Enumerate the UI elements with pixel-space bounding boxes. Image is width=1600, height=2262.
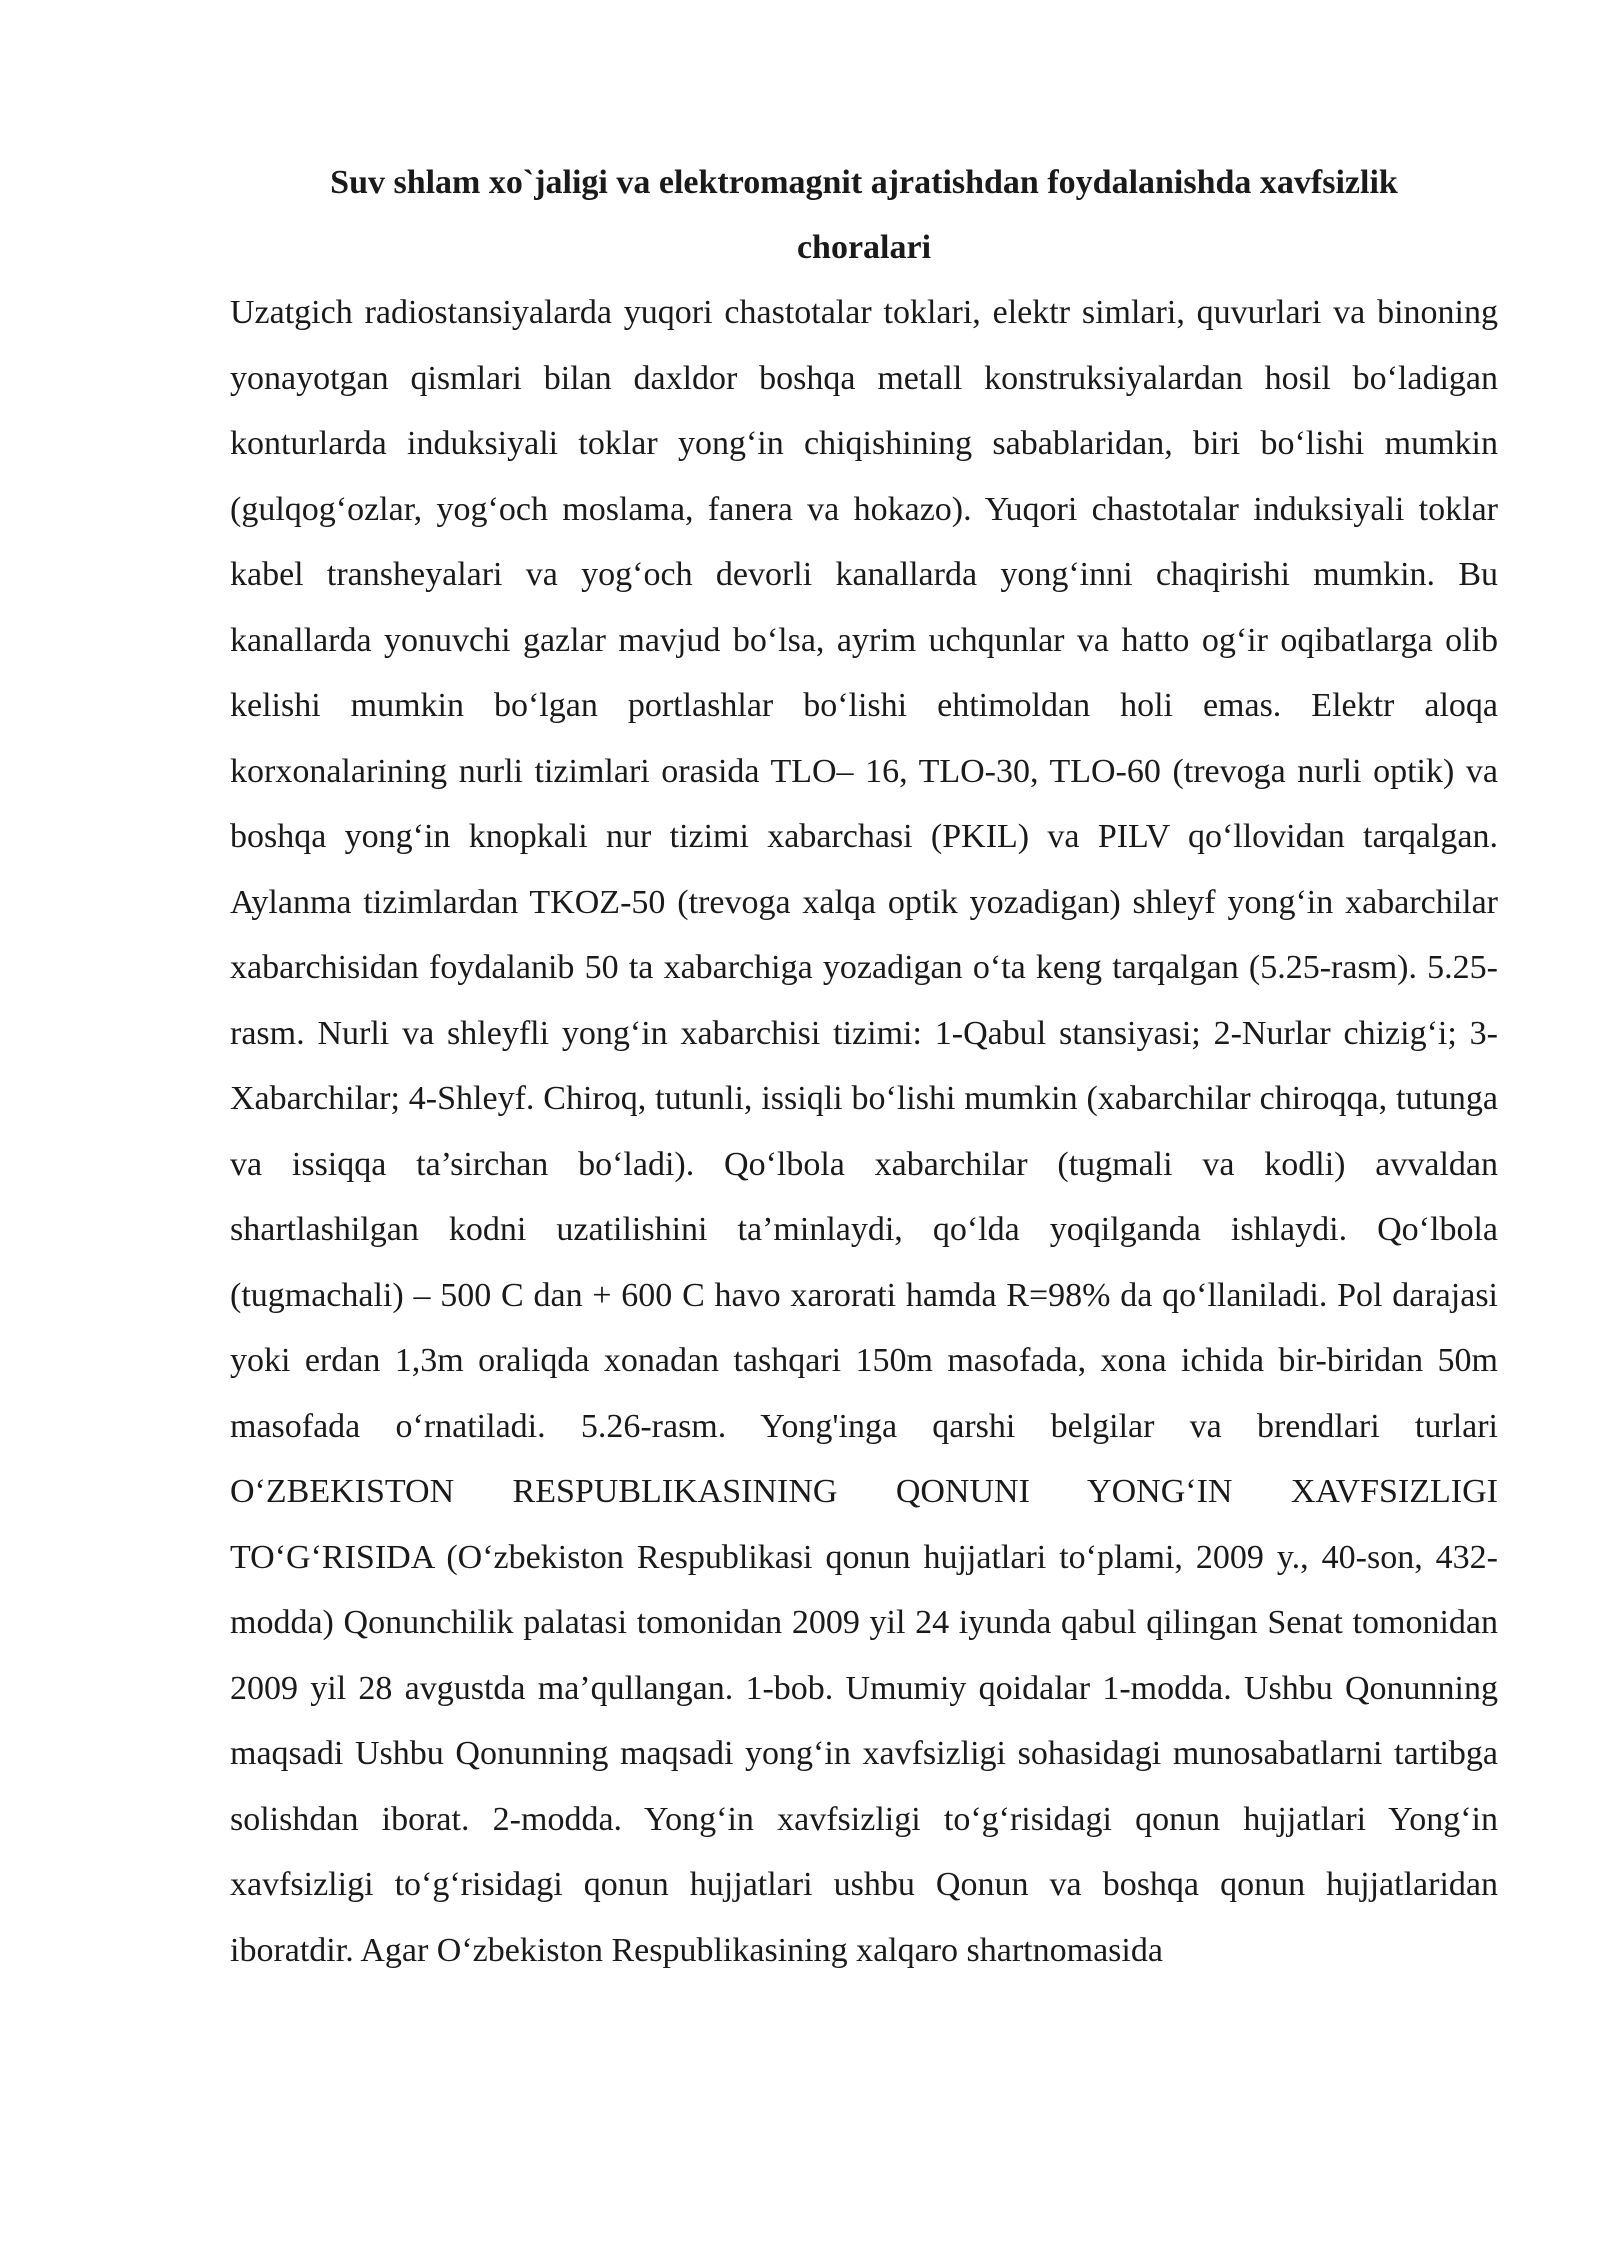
document-title-line-1: Suv shlam xo`jaligi va elektromagnit ajratishdan foydalanishda xavfsizlik	[330, 164, 1398, 201]
document-page	[230, 150, 1498, 1983]
document-body-paragraph: Uzatgich radiostansiyalarda yuqori chastotalar toklari, elektr simlari, quvurlari va binoning yonayotgan qismlari bilan daxldor boshqa metall konstruksiyalardan hosil bo‘ladigan konturlarda induksiyali toklar yong‘in chiqishining sabablaridan, biri bo‘lishi mumkin (gulqog‘ozlar, yog‘och moslama, fanera va hokazo). Yuqori chastotalar induksiyali toklar kabel transheyalari va yog‘och devorli kanallarda yong‘inni chaqirishi mumkin. Bu kanallarda yonuvchi gazlar mavjud bo‘lsa, ayrim uchqunlar va hatto og‘ir oqibatlarga olib kelishi mumkin bo‘lgan portlashlar bo‘lishi ehtimoldan holi emas. Elektr aloqa korxonalarining nurli tizimlari orasida TLO– 16, TLO-30, TLO-60 (trevoga nurli optik) va boshqa yong‘in knopkali nur tizimi xabarchasi (PKIL) va PILV qo‘llovidan tarqalgan. Aylanma tizimlardan TKOZ-50 (trevoga xalqa optik yozadigan) shleyf yong‘in xabarchilar xabarchisidan foydalanib 50 ta xabarchiga yozadigan o‘ta keng tarqalgan (5.25-rasm). 5.25-rasm. Nurli va shleyfli yong‘in xabarchisi tizimi: 1-Qabul stansiyasi; 2-Nurlar chizig‘i; 3-Xabarchilar; 4-Shleyf. Chiroq, tutunli, issiqli bo‘lishi mumkin (xabarchilar chiroqqa, tutunga va issiqqa ta’sirchan bo‘ladi). Qo‘lbola xabarchilar (tugmali va kodli) avvaldan shartlashilgan kodni uzatilishini ta’minlaydi, qo‘lda yoqilganda ishlaydi. Qo‘lbola (tugmachali) – 500 C dan + 600 C havo xarorati hamda R=98% da qo‘llaniladi. Pol darajasi yoki erdan 1,3m oraliqda xonadan tashqari 150m masofada, xona ichida bir-biridan 50m masofada o‘rnatiladi. 5.26-rasm. Yong'inga qarshi belgilar va brendlari turlari O‘ZBEKISTON RESPUBLIKASINING QONUNI YONG‘IN XAVFSIZLIGI TO‘G‘RISIDA (O‘zbekiston Respublikasi qonun hujjatlari to‘plami, 2009 y., 40-son, 432-modda) Qonunchilik palatasi tomonidan 2009 yil 24 iyunda qabul qilingan Senat tomonidan 2009 yil 28 avgustda ma’qullangan. 1-bob. Umumiy qoidalar 1-modda. Ushbu Qonunning maqsadi Ushbu Qonunning maqsadi yong‘in xavfsizligi sohasidagi munosabatlarni tartibga solishdan iborat. 2-modda. Yong‘in xavfsizligi to‘g‘risidagi qonun hujjatlari Yong‘in xavfsizligi to‘g‘risidagi qonun hujjatlari ushbu Qonun va boshqa qonun hujjatlaridan iboratdir. Agar O‘zbekiston Respublikasining xalqaro shartnomasida	[230, 294, 1498, 1969]
document-title	[230, 150, 1498, 280]
document-title-line-2: choralari	[796, 229, 932, 266]
